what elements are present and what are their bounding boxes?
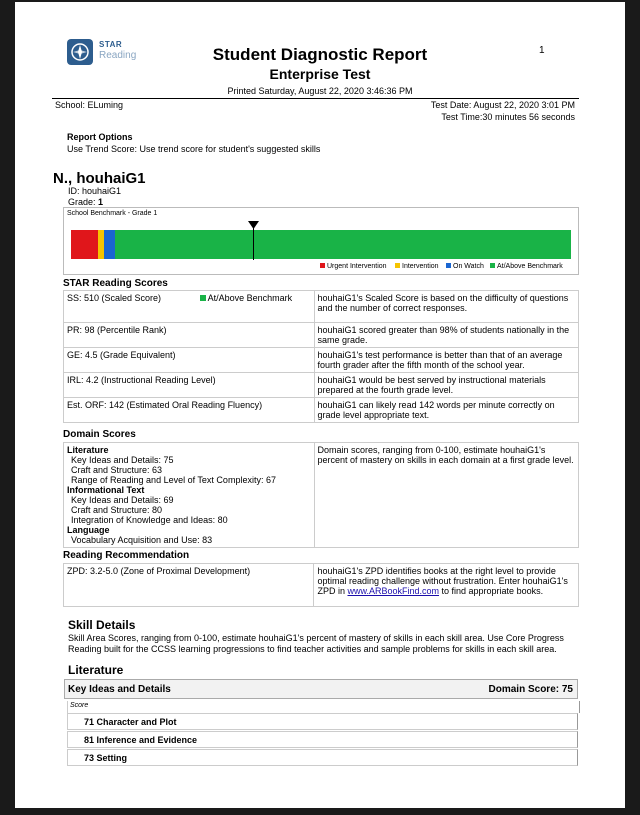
report-subtitle: Enterprise Test xyxy=(269,66,371,82)
legend-on-watch: On Watch xyxy=(446,263,484,270)
skill-details-desc: Skill Area Scores, ranging from 0-100, estimate houhaiG1's percent of mastery of skills in each skill area. Use Core Progress Reading built for the CCSS learning progressions to find teacher activities and sample problems for skills in each skill area. xyxy=(68,633,564,654)
percentile-rank-desc: houhaiG1 scored greater than 98% of students nationally in the same grade. xyxy=(314,323,578,348)
table-row xyxy=(64,291,579,323)
language-domain: Language xyxy=(67,525,110,535)
score-column-label: Score xyxy=(70,702,89,709)
literature-heading: Literature xyxy=(68,663,124,677)
domain-item: Craft and Structure: 63 xyxy=(71,465,163,475)
table-row xyxy=(64,398,579,423)
domain-item: Range of Reading and Level of Text Complexity: 67 xyxy=(71,475,276,485)
grade-value: 1 xyxy=(98,197,104,207)
domain-scores-desc: Domain scores, ranging from 0-100, estimate houhaiG1's percent of mastery on skills in each domain at a first grade level. xyxy=(314,443,578,548)
oral-reading-fluency-desc: houhaiG1 can likely read 142 words per minute correctly on grade level appropriate text. xyxy=(314,398,578,423)
zpd-range: ZPD: 3.2-5.0 (Zone of Proximal Development) xyxy=(64,564,314,607)
legend-intervention: Intervention xyxy=(395,263,439,270)
student-id: ID: houhaiG1 xyxy=(68,186,122,196)
literature-domain: Literature xyxy=(67,445,109,455)
key-ideas-label: Key Ideas and Details xyxy=(68,684,171,695)
instructional-reading-level: IRL: 4.2 (Instructional Reading Level) xyxy=(64,373,315,398)
score-marker-icon xyxy=(248,221,259,229)
score-header-row xyxy=(67,701,580,713)
at-above-segment xyxy=(115,230,571,259)
grade-equivalent-desc: houhaiG1's test performance is better than that of an average fourth grader after the fifth month of the school year. xyxy=(314,348,578,373)
logo-brand: STAR xyxy=(99,40,123,49)
domain-score: Domain Score: 75 xyxy=(488,684,573,695)
table-row xyxy=(64,373,579,398)
urgent-segment xyxy=(71,230,98,259)
domain-item: Key Ideas and Details: 69 xyxy=(71,495,174,505)
domain-item: Craft and Structure: 80 xyxy=(71,505,163,515)
benchmark-label: School Benchmark - Grade 1 xyxy=(67,210,158,217)
benchmark-badge-icon xyxy=(200,295,206,301)
skill-details-heading: Skill Details xyxy=(68,618,136,632)
test-date: Test Date: August 22, 2020 3:01 PM xyxy=(430,100,575,110)
benchmark-badge: At/Above Benchmark xyxy=(207,293,293,303)
table-row xyxy=(64,348,579,373)
intervention-swatch-icon xyxy=(395,263,400,268)
scaled-score: SS: 510 (Scaled Score) xyxy=(67,293,162,303)
logo-product: Reading xyxy=(99,50,137,61)
header-divider xyxy=(52,98,579,99)
scaled-score-desc: houhaiG1's Scaled Score is based on the difficulty of questions and the number of correct responses. xyxy=(314,291,578,323)
printed-timestamp: Printed Saturday, August 22, 2020 3:46:36 PM xyxy=(227,86,413,96)
grade-label: Grade: xyxy=(68,197,96,207)
zpd-desc-end: to find appropriate books. xyxy=(439,586,544,596)
legend-at-above: At/Above Benchmark xyxy=(490,263,563,270)
domain-item: Vocabulary Acquisition and Use: 83 xyxy=(71,535,213,545)
star-scores-table xyxy=(63,290,579,423)
on-watch-swatch-icon xyxy=(446,263,451,268)
informational-domain: Informational Text xyxy=(67,485,145,495)
domain-item: Key Ideas and Details: 75 xyxy=(71,455,174,465)
oral-reading-fluency: Est. ORF: 142 (Estimated Oral Reading Fluency) xyxy=(64,398,315,423)
grade-equivalent: GE: 4.5 (Grade Equivalent) xyxy=(64,348,315,373)
arbookfind-link[interactable]: www.ARBookFind.com xyxy=(347,586,440,596)
domain-item: Integration of Knowledge and Ideas: 80 xyxy=(71,515,228,525)
reading-rec-heading: Reading Recommendation xyxy=(63,550,190,561)
table-row xyxy=(64,564,579,607)
report-page xyxy=(15,2,625,808)
instructional-reading-level-desc: houhaiG1 would be best served by instructional materials prepared at the fourth grade level. xyxy=(314,373,578,398)
report-options-heading: Report Options xyxy=(67,132,133,142)
reading-rec-table xyxy=(63,563,579,607)
skill-row-setting: 73 Setting xyxy=(67,749,578,766)
table-row xyxy=(64,323,579,348)
report-title: Student Diagnostic Report xyxy=(212,45,428,64)
test-time: Test Time:30 minutes 56 seconds xyxy=(441,112,575,122)
skill-row-inference-evidence: 81 Inference and Evidence xyxy=(67,731,578,748)
domain-scores-table xyxy=(63,442,579,548)
star-scores-heading: STAR Reading Scores xyxy=(63,278,168,289)
school-name: School: ELuming xyxy=(55,100,124,110)
report-options-text: Use Trend Score: Use trend score for student's suggested skills xyxy=(67,144,321,154)
on-watch-segment xyxy=(104,230,115,259)
zpd-desc: houhaiG1's ZPD identifies books at the right level to provide optimal reading challenge without frustration. Enter houhaiG1's ZPD in xyxy=(317,566,568,596)
page-number: 1 xyxy=(539,45,545,56)
urgent-swatch-icon xyxy=(320,263,325,268)
table-row xyxy=(64,443,579,548)
student-name: N., houhaiG1 xyxy=(53,170,146,187)
domain-scores-heading: Domain Scores xyxy=(63,429,136,440)
percentile-rank: PR: 98 (Percentile Rank) xyxy=(64,323,315,348)
legend-urgent: Urgent Intervention xyxy=(320,263,387,270)
skill-row-character-plot: 71 Character and Plot xyxy=(67,713,578,730)
at-above-swatch-icon xyxy=(490,263,495,268)
key-ideas-bar xyxy=(64,679,578,699)
